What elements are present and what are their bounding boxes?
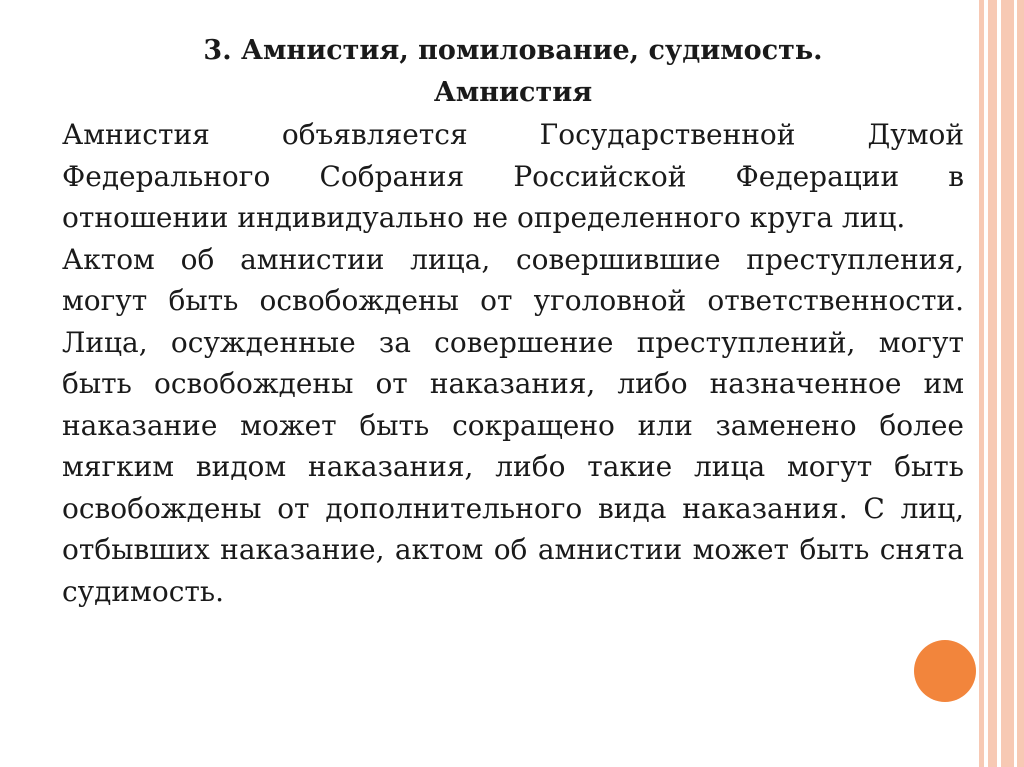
- paragraph-amnesty-declaration: Амнистия объявляется Государственной Думой Федерального Собрания Российской Федерации в отношении индивидуально не определенного круга лиц.: [62, 118, 964, 234]
- slide-title: 3. Амнистия, помилование, судимость.: [203, 35, 823, 66]
- paragraph-amnesty-effects: Актом об амнистии лица, совершившие преступления, могут быть освобождены от уголовной ответственности. Лица, осужденные за совершение преступлений, могут быть освобождены от наказания, либо назначенное им наказание может быть сокращено или заменено более мягким видом наказания, либо такие лица могут быть освобождены от дополнительного вида наказания. С лиц, отбывших наказание, актом об амнистии может быть снята судимость.: [62, 242, 964, 608]
- decorative-circle-icon: [914, 640, 976, 702]
- slide-content: [62, 30, 964, 612]
- section-heading: Амнистия: [433, 77, 593, 108]
- decorative-stripe: [1001, 0, 1014, 767]
- decorative-stripe: [979, 0, 984, 767]
- decorative-stripe: [988, 0, 997, 767]
- decorative-stripe: [1017, 0, 1024, 767]
